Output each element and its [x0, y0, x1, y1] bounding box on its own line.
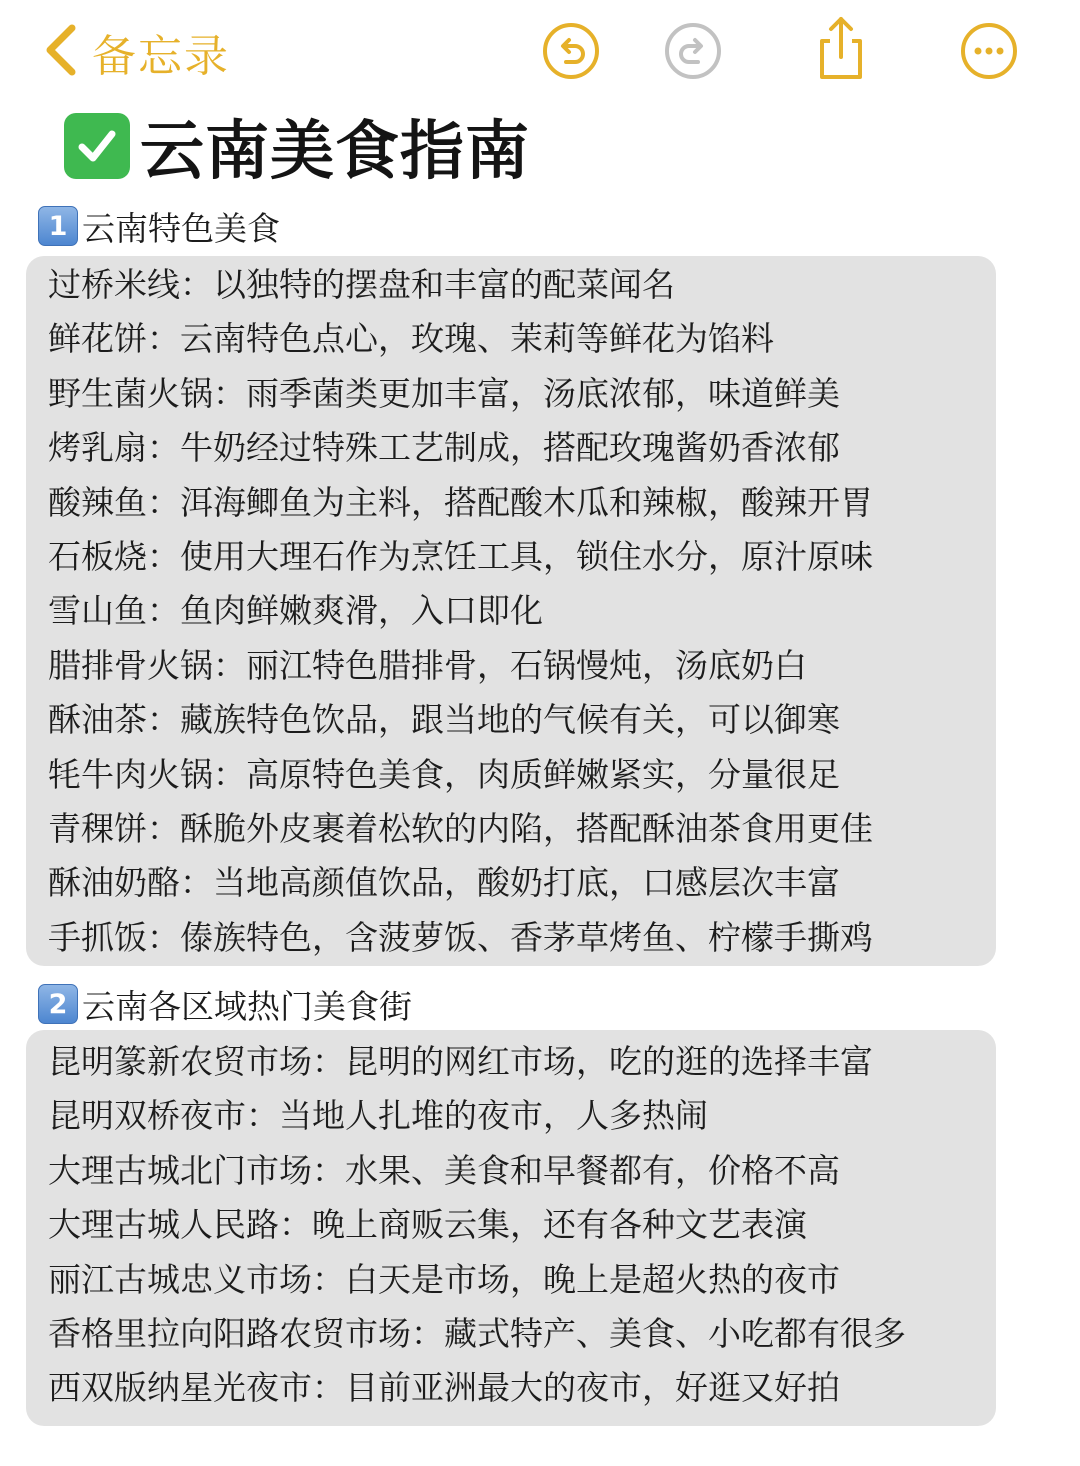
list-item: 野生菌火锅：雨季菌类更加丰富，汤底浓郁，味道鲜美 [48, 374, 840, 413]
more-icon [960, 22, 1018, 84]
list-item: 大理古城北门市场：水果、美食和早餐都有，价格不高 [48, 1151, 840, 1190]
list-item: 雪山鱼：鱼肉鲜嫩爽滑，入口即化 [48, 591, 543, 630]
section-heading-1 [38, 202, 280, 250]
section-card-1 [26, 256, 996, 966]
list-item: 酥油奶酪：当地高颜值饮品，酸奶打底，口感层次丰富 [48, 863, 840, 902]
note-title-row [64, 108, 530, 189]
note-title: 云南美食指南 [140, 115, 530, 189]
section-card-2 [26, 1030, 996, 1426]
more-button[interactable] [960, 24, 1018, 82]
list-item: 鲜花饼：云南特色点心，玫瑰、茉莉等鲜花为馅料 [48, 319, 774, 358]
navigation-bar [0, 0, 1080, 105]
back-button[interactable] [44, 22, 230, 82]
section-title: 云南各区域热门美食街 [82, 986, 412, 1026]
redo-icon [664, 22, 722, 84]
undo-button[interactable] [542, 24, 600, 82]
share-icon [812, 15, 870, 85]
list-item: 昆明篆新农贸市场：昆明的网红市场，吃的逛的选择丰富 [48, 1042, 873, 1081]
redo-button[interactable] [664, 24, 722, 82]
list-item: 香格里拉向阳路农贸市场：藏式特产、美食、小吃都有很多 [48, 1314, 906, 1353]
list-item: 酥油茶：藏族特色饮品，跟当地的气候有关，可以御寒 [48, 700, 840, 739]
list-item: 牦牛肉火锅：高原特色美食，肉质鲜嫩紧实，分量很足 [48, 755, 840, 794]
check-mark-icon [64, 113, 130, 179]
list-item: 腊排骨火锅：丽江特色腊排骨，石锅慢炖，汤底奶白 [48, 646, 807, 685]
list-item: 丽江古城忠义市场：白天是市场，晚上是超火热的夜市 [48, 1260, 840, 1299]
section-heading-2 [38, 980, 412, 1028]
section-title: 云南特色美食 [82, 208, 280, 248]
keycap-number-icon: 1 [38, 206, 78, 246]
list-item: 烤乳扇：牛奶经过特殊工艺制成，搭配玫瑰酱奶香浓郁 [48, 428, 840, 467]
list-item: 大理古城人民路：晚上商贩云集，还有各种文艺表演 [48, 1205, 807, 1244]
keycap-number-icon: 2 [38, 984, 78, 1024]
list-item: 过桥米线：以独特的摆盘和丰富的配菜闻名 [48, 265, 675, 304]
undo-icon [542, 22, 600, 84]
back-label: 备忘录 [92, 31, 230, 82]
share-button[interactable] [812, 16, 870, 84]
list-item: 酸辣鱼：洱海鲫鱼为主料，搭配酸木瓜和辣椒，酸辣开胃 [48, 483, 873, 522]
list-item: 青稞饼：酥脆外皮裹着松软的内陷，搭配酥油茶食用更佳 [48, 809, 873, 848]
list-item: 昆明双桥夜市：当地人扎堆的夜市，人多热闹 [48, 1096, 708, 1135]
list-item: 西双版纳星光夜市：目前亚洲最大的夜市，好逛又好拍 [48, 1368, 840, 1407]
chevron-left-icon [44, 24, 78, 80]
list-item: 石板烧：使用大理石作为烹饪工具，锁住水分，原汁原味 [48, 537, 873, 576]
list-item: 手抓饭：傣族特色，含菠萝饭、香茅草烤鱼、柠檬手撕鸡 [48, 918, 873, 957]
